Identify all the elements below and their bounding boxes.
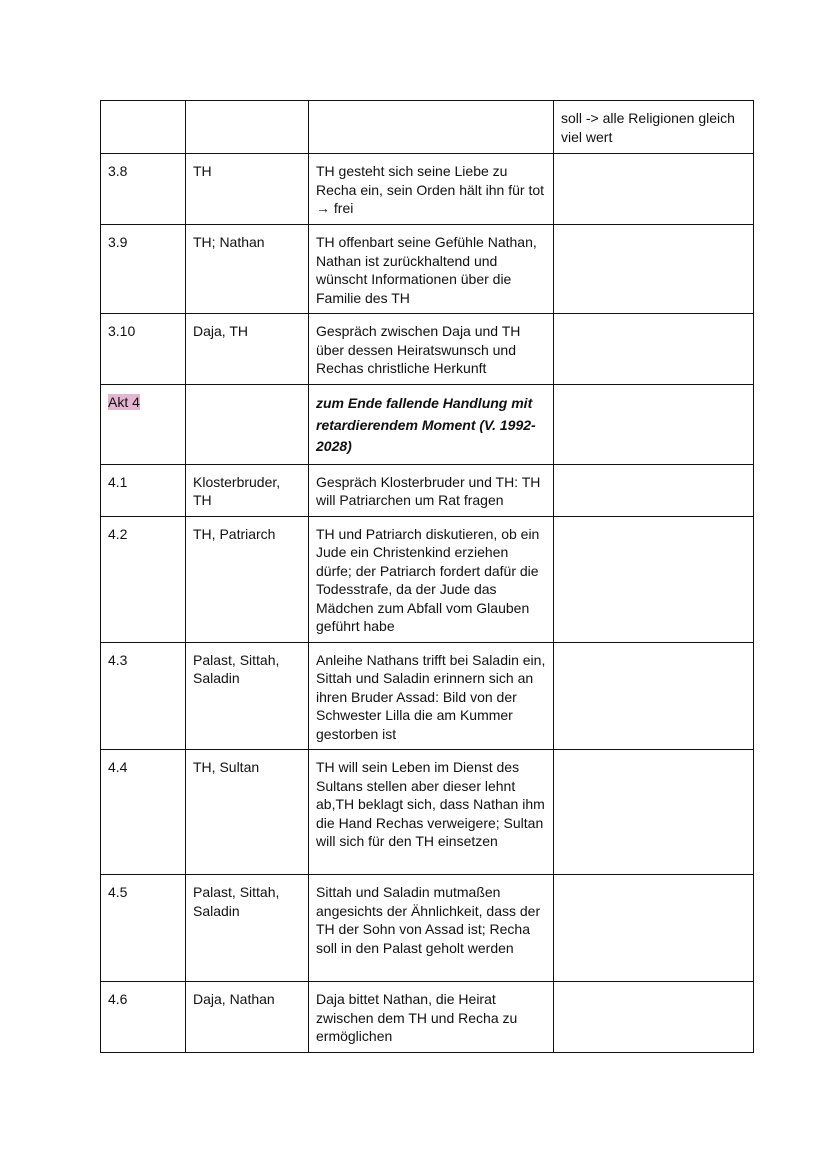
characters-cell	[186, 750, 309, 875]
scene-number: 3.8	[108, 163, 128, 179]
content-cell	[309, 101, 554, 154]
note-cell	[554, 154, 754, 225]
scene-number-cell	[101, 101, 186, 154]
table-row	[101, 314, 754, 385]
scene-number-cell	[101, 516, 186, 642]
scene-number-cell	[101, 750, 186, 875]
content-text: Sittah und Saladin mutmaßen angesichts der Ähnlichkeit, dass der TH der Sohn von Assad ist; Recha soll in den Palast geholt werden	[316, 884, 541, 956]
characters-text: Klosterbruder, TH	[193, 473, 281, 508]
characters-text: Palast, Sittah, Saladin	[193, 651, 280, 686]
characters-cell	[186, 314, 309, 385]
characters-text: Daja, TH	[193, 323, 248, 339]
characters-text: Palast, Sittah, Saladin	[193, 884, 280, 919]
note-cell	[554, 225, 754, 314]
table-row	[101, 750, 754, 875]
scene-number-cell	[101, 385, 186, 465]
table-row	[101, 101, 754, 154]
table-row	[101, 464, 754, 516]
content-cell	[309, 314, 554, 385]
characters-cell	[186, 225, 309, 314]
note-cell	[554, 516, 754, 642]
table-row	[101, 225, 754, 314]
content-cell	[309, 464, 554, 516]
scene-number-cell	[101, 875, 186, 982]
characters-cell	[186, 154, 309, 225]
characters-cell	[186, 982, 309, 1053]
scene-number: 4.1	[108, 473, 128, 490]
content-text: Anleihe Nathans trifft bei Saladin ein, Sittah und Saladin erinnern sich an ihren Bruder Assad: Bild von der Schwester Lilla die am Kummer gestorben ist	[316, 651, 546, 742]
content-cell	[309, 875, 554, 982]
note-text: soll -> alle Religionen gleich viel wert	[561, 110, 735, 145]
characters-cell	[186, 464, 309, 516]
table-row	[101, 385, 754, 465]
scene-number: 4.6	[108, 991, 128, 1007]
content-cell	[309, 642, 554, 750]
scene-table	[100, 100, 754, 1053]
scene-number-cell	[101, 982, 186, 1053]
content-text: TH offenbart seine Gefühle Nathan, Nathan ist zurückhaltend und wünscht Informationen über die Familie des TH	[316, 234, 537, 306]
characters-text: TH, Sultan	[193, 759, 260, 775]
scene-number: 3.10	[108, 323, 136, 339]
content-text: Daja bittet Nathan, die Heirat zwischen dem TH und Recha zu ermöglichen	[316, 991, 518, 1044]
note-cell	[554, 642, 754, 750]
scene-number-cell	[101, 464, 186, 516]
table-row	[101, 154, 754, 225]
table-row	[101, 516, 754, 642]
content-cell	[309, 982, 554, 1053]
scene-number: 4.4	[108, 759, 128, 775]
table-row	[101, 642, 754, 750]
characters-cell	[186, 642, 309, 750]
table-row	[101, 875, 754, 982]
scene-number: 4.2	[108, 525, 128, 542]
act-summary-text: zum Ende fallende Handlung mit retardierendem Moment (V. 1992-2028)	[316, 395, 536, 454]
scene-number: 4.3	[108, 651, 128, 668]
content-cell	[309, 750, 554, 875]
characters-text: TH	[193, 163, 212, 179]
scene-number: 3.9	[108, 234, 128, 250]
note-cell	[554, 314, 754, 385]
characters-text: Daja, Nathan	[193, 991, 275, 1007]
note-cell	[554, 385, 754, 465]
characters-cell	[186, 385, 309, 465]
content-text: Gespräch zwischen Daja und TH über dessen Heiratswunsch und Rechas christliche Herkunft	[316, 323, 521, 376]
note-cell	[554, 101, 754, 154]
scene-number-cell	[101, 642, 186, 750]
characters-cell	[186, 875, 309, 982]
scene-number-cell	[101, 314, 186, 385]
content-cell	[309, 154, 554, 225]
content-text: TH will sein Leben im Dienst des Sultans stellen aber dieser lehnt ab,TH beklagt sich, dass Nathan ihm die Hand Rechas verweigere; Sultan will sich für den TH einsetzen	[316, 759, 545, 849]
note-cell	[554, 464, 754, 516]
characters-text: TH, Patriarch	[193, 525, 276, 542]
characters-text: TH; Nathan	[193, 234, 265, 250]
content-cell	[309, 385, 554, 465]
note-cell	[554, 875, 754, 982]
characters-cell	[186, 516, 309, 642]
content-text: TH und Patriarch diskutieren, ob ein Jude ein Christenkind erziehen dürfe; der Patriarch fordert dafür die Todesstrafe, da der Jude das Mädchen zum Abfall vom Glauben geführt habe	[316, 525, 540, 634]
content-cell	[309, 225, 554, 314]
note-cell	[554, 750, 754, 875]
table-row	[101, 982, 754, 1053]
content-text: TH gesteht sich seine Liebe zu Recha ein, sein Orden hält ihn für tot → frei	[316, 163, 545, 216]
scene-number: 4.5	[108, 884, 128, 900]
content-cell	[309, 516, 554, 642]
scene-number-cell	[101, 154, 186, 225]
act-label-highlighted: Akt 4	[108, 394, 140, 410]
characters-cell	[186, 101, 309, 154]
scene-number-cell	[101, 225, 186, 314]
note-cell	[554, 982, 754, 1053]
content-text: Gespräch Klosterbruder und TH: TH will Patriarchen um Rat fragen	[316, 473, 541, 508]
